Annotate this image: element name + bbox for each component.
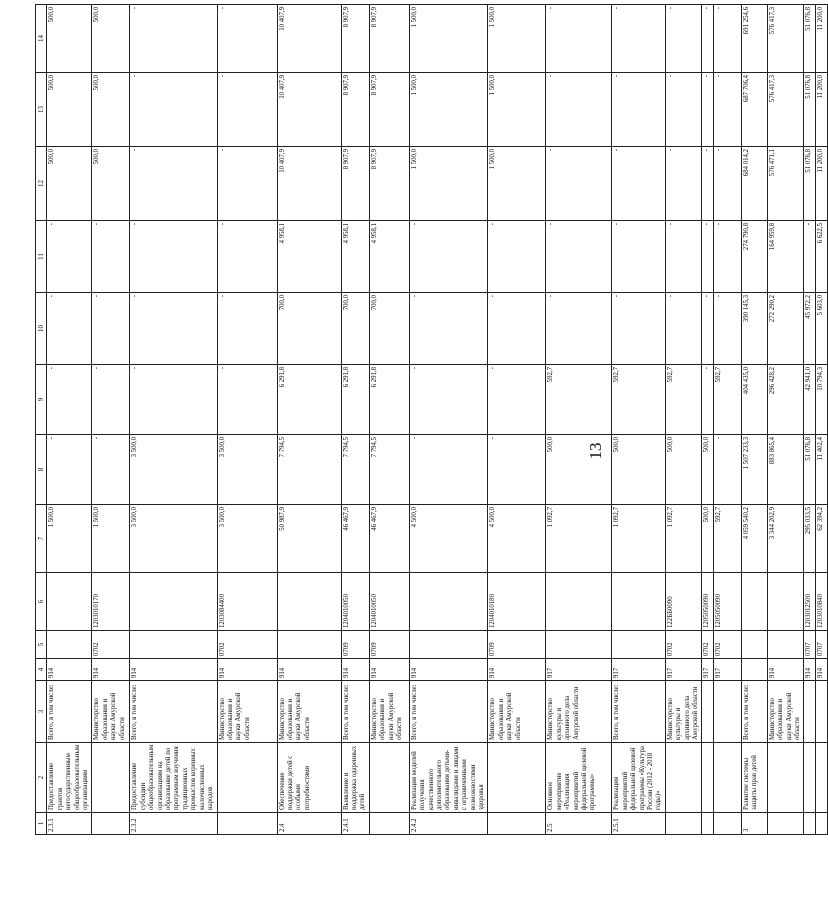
- cell-total-amount: 3 500,0: [130, 505, 217, 573]
- cell-year-2020: -: [612, 5, 665, 73]
- cell-item-number: 2.3.2: [130, 813, 217, 835]
- rotated-table-page: [35, 7, 824, 835]
- table-row: [47, 5, 92, 835]
- cell-year-2015: 592,7: [612, 365, 665, 435]
- cell-year-2018: -: [702, 147, 713, 221]
- table-row: [130, 5, 217, 835]
- cell-executor: Министерство образования и науки Амурской области: [92, 681, 130, 743]
- cell-year-2018: -: [612, 147, 665, 221]
- cell-item-number: [665, 813, 702, 835]
- cell-section-code: [130, 631, 217, 659]
- table-row: [804, 5, 815, 835]
- cell-year-2016: -: [92, 293, 130, 365]
- cell-year-2018: 1 500,0: [488, 147, 546, 221]
- cell-year-2018: 10 407,9: [277, 147, 341, 221]
- cell-year-2014: 500,0: [546, 435, 612, 505]
- cell-executor: Всего, в том числе:: [409, 681, 488, 743]
- cell-total-amount: 3 500,0: [217, 505, 277, 573]
- table-row: [341, 5, 369, 835]
- cell-grbs-code: 917: [612, 659, 665, 681]
- cell-year-2020: 1 500,0: [409, 5, 488, 73]
- cell-item-name: [217, 743, 277, 813]
- cell-total-amount: 62 394,2: [815, 505, 827, 573]
- cell-item-number: [702, 813, 713, 835]
- cell-item-name: Обеспечение поддержки детей с особыми потребностями: [277, 743, 341, 813]
- cell-year-2014: 500,0: [702, 435, 713, 505]
- cell-year-2015: 6 291,8: [369, 365, 409, 435]
- header-cell-executor: 3: [36, 681, 47, 743]
- cell-grbs-code: [741, 659, 767, 681]
- cell-year-2014: -: [92, 435, 130, 505]
- cell-target-article: [47, 573, 92, 631]
- cell-target-article: 1203012500: [804, 573, 815, 631]
- cell-year-2019: 11 200,0: [815, 73, 827, 147]
- cell-target-article: [741, 573, 767, 631]
- cell-year-2016: -: [488, 293, 546, 365]
- cell-year-2015: 404 435,0: [741, 365, 767, 435]
- cell-year-2016: -: [702, 293, 713, 365]
- cell-section-code: 0709: [341, 631, 369, 659]
- cell-total-amount: 1 092,7: [665, 505, 702, 573]
- cell-grbs-code: 914: [488, 659, 546, 681]
- cell-year-2014: 11 402,4: [815, 435, 827, 505]
- cell-item-name: [804, 743, 815, 813]
- cell-item-number: [713, 813, 741, 835]
- cell-grbs-code: 914: [767, 659, 804, 681]
- cell-grbs-code: 914: [47, 659, 92, 681]
- cell-year-2018: 8 907,9: [369, 147, 409, 221]
- cell-grbs-code: 914: [341, 659, 369, 681]
- cell-year-2020: -: [713, 5, 741, 73]
- cell-year-2016: -: [546, 293, 612, 365]
- cell-item-name: [665, 743, 702, 813]
- cell-grbs-code: 914: [130, 659, 217, 681]
- cell-year-2017: 4 958,1: [369, 221, 409, 293]
- cell-item-name: Реализация моделей получения качественного дополнительного образования детьми-инвалидами и лицами с ограниченными возможностями здоровья: [409, 743, 488, 813]
- cell-item-name: [369, 743, 409, 813]
- cell-year-2016: -: [665, 293, 702, 365]
- cell-target-article: 1203084400: [217, 573, 277, 631]
- header-cell-section-code: 5: [36, 631, 47, 659]
- cell-total-amount: 46 467,9: [341, 505, 369, 573]
- table-row: [815, 5, 827, 835]
- cell-year-2019: -: [702, 73, 713, 147]
- cell-year-2020: 11 200,0: [815, 5, 827, 73]
- cell-grbs-code: 914: [277, 659, 341, 681]
- cell-year-2018: -: [130, 147, 217, 221]
- cell-target-article: 1203010170: [92, 573, 130, 631]
- cell-year-2015: -: [92, 365, 130, 435]
- cell-grbs-code: 914: [815, 659, 827, 681]
- header-cell-year-2017: 11: [36, 221, 47, 293]
- cell-year-2015: 6 291,8: [277, 365, 341, 435]
- cell-grbs-code: 914: [92, 659, 130, 681]
- cell-item-name: [713, 743, 741, 813]
- header-cell-item-number: 1: [36, 813, 47, 835]
- cell-item-number: [488, 813, 546, 835]
- cell-year-2015: -: [702, 365, 713, 435]
- cell-item-number: [767, 813, 804, 835]
- cell-year-2016: 390 145,3: [741, 293, 767, 365]
- cell-year-2016: 45 972,2: [804, 293, 815, 365]
- cell-year-2016: -: [130, 293, 217, 365]
- cell-executor: Министерство образования и науки Амурской области: [488, 681, 546, 743]
- cell-year-2015: 592,7: [713, 365, 741, 435]
- cell-target-article: [546, 573, 612, 631]
- cell-year-2015: 592,7: [665, 365, 702, 435]
- cell-target-article: [767, 573, 804, 631]
- cell-item-name: [92, 743, 130, 813]
- cell-year-2014: 500,0: [612, 435, 665, 505]
- cell-year-2015: 10 794,3: [815, 365, 827, 435]
- cell-year-2017: -: [409, 221, 488, 293]
- cell-year-2019: 8 907,9: [369, 73, 409, 147]
- cell-year-2020: 691 254,6: [741, 5, 767, 73]
- cell-target-article: 1204010180: [488, 573, 546, 631]
- cell-item-name: [815, 743, 827, 813]
- cell-section-code: 0702: [702, 631, 713, 659]
- cell-year-2017: -: [702, 221, 713, 293]
- cell-year-2020: -: [546, 5, 612, 73]
- page-number: 13: [586, 442, 605, 460]
- cell-year-2020: -: [217, 5, 277, 73]
- cell-total-amount: 592,7: [713, 505, 741, 573]
- cell-item-number: 2.5: [546, 813, 612, 835]
- cell-grbs-code: 914: [369, 659, 409, 681]
- header-cell-grbs-code: 4: [36, 659, 47, 681]
- cell-year-2018: 8 907,9: [341, 147, 369, 221]
- cell-year-2014: 7 794,5: [341, 435, 369, 505]
- header-cell-total-amount: 7: [36, 505, 47, 573]
- cell-year-2014: 51 076,8: [804, 435, 815, 505]
- cell-target-article: 1204010050: [341, 573, 369, 631]
- budget-table: [35, 4, 828, 835]
- cell-item-name: Предоставление субсидии общеобразовательным организациям на образование детей по программам изучения традиционных промыслов коренных малочисленных народов: [130, 743, 217, 813]
- cell-item-name: Основное мероприятие «Реализация мероприятий федеральной целевой программы»: [546, 743, 612, 813]
- cell-total-amount: 4 500,0: [488, 505, 546, 573]
- cell-year-2014: -: [713, 435, 741, 505]
- cell-year-2015: -: [217, 365, 277, 435]
- cell-section-code: [767, 631, 804, 659]
- cell-item-name: [488, 743, 546, 813]
- cell-section-code: 0702: [217, 631, 277, 659]
- cell-year-2014: 500,0: [665, 435, 702, 505]
- cell-year-2019: 1 500,0: [488, 73, 546, 147]
- cell-year-2015: 42 941,0: [804, 365, 815, 435]
- cell-year-2018: 684 014,2: [741, 147, 767, 221]
- cell-item-number: 3: [741, 813, 767, 835]
- table-row: [217, 5, 277, 835]
- cell-item-name: Предоставление грантов негосударственным общеобразовательным организациям: [47, 743, 92, 813]
- cell-total-amount: 295 033,5: [804, 505, 815, 573]
- table-row: [92, 5, 130, 835]
- cell-year-2020: 51 076,8: [804, 5, 815, 73]
- cell-year-2016: -: [713, 293, 741, 365]
- cell-item-number: 2.4.1: [341, 813, 369, 835]
- header-cell-year-2019: 13: [36, 73, 47, 147]
- cell-item-number: [217, 813, 277, 835]
- cell-year-2018: 500,0: [92, 147, 130, 221]
- cell-total-amount: 500,0: [702, 505, 713, 573]
- cell-year-2019: -: [612, 73, 665, 147]
- cell-year-2019: -: [546, 73, 612, 147]
- cell-year-2016: -: [409, 293, 488, 365]
- cell-year-2020: 10 407,9: [277, 5, 341, 73]
- cell-target-article: [277, 573, 341, 631]
- cell-year-2015: -: [47, 365, 92, 435]
- cell-year-2017: -: [92, 221, 130, 293]
- cell-section-code: 0707: [815, 631, 827, 659]
- cell-year-2014: 7 794,5: [369, 435, 409, 505]
- cell-section-code: [47, 631, 92, 659]
- cell-year-2017: 4 958,1: [277, 221, 341, 293]
- cell-year-2020: -: [130, 5, 217, 73]
- cell-target-article: 122ББ0090: [665, 573, 702, 631]
- table-header-row: [36, 5, 47, 835]
- table-row: [665, 5, 702, 835]
- table-row: [369, 5, 409, 835]
- cell-year-2019: 51 076,8: [804, 73, 815, 147]
- table-row: [409, 5, 488, 835]
- cell-section-code: [741, 631, 767, 659]
- cell-year-2019: -: [713, 73, 741, 147]
- cell-year-2018: 51 076,8: [804, 147, 815, 221]
- cell-year-2014: -: [409, 435, 488, 505]
- cell-year-2018: 576 471,1: [767, 147, 804, 221]
- cell-year-2016: -: [47, 293, 92, 365]
- cell-section-code: 0702: [713, 631, 741, 659]
- header-cell-year-2020: 14: [36, 5, 47, 73]
- table-row: [612, 5, 665, 835]
- cell-year-2017: -: [488, 221, 546, 293]
- cell-section-code: 0702: [92, 631, 130, 659]
- cell-year-2017: -: [612, 221, 665, 293]
- cell-item-number: 2.4: [277, 813, 341, 835]
- cell-target-article: [130, 573, 217, 631]
- cell-item-name: [767, 743, 804, 813]
- cell-year-2017: -: [804, 221, 815, 293]
- cell-year-2020: 500,0: [47, 5, 92, 73]
- cell-total-amount: 46 467,9: [369, 505, 409, 573]
- table-row: [277, 5, 341, 835]
- cell-year-2017: -: [546, 221, 612, 293]
- cell-total-amount: 4 059 540,2: [741, 505, 767, 573]
- cell-year-2015: 296 428,2: [767, 365, 804, 435]
- cell-year-2019: 1 500,0: [409, 73, 488, 147]
- cell-year-2014: 1 507 233,3: [741, 435, 767, 505]
- header-cell-item-name: 2: [36, 743, 47, 813]
- cell-year-2016: -: [612, 293, 665, 365]
- cell-year-2014: 883 865,4: [767, 435, 804, 505]
- cell-year-2017: -: [713, 221, 741, 293]
- cell-year-2019: -: [665, 73, 702, 147]
- cell-year-2018: -: [217, 147, 277, 221]
- cell-executor: Всего, в том числе:: [130, 681, 217, 743]
- cell-year-2017: -: [217, 221, 277, 293]
- cell-grbs-code: 914: [804, 659, 815, 681]
- cell-year-2019: 500,0: [47, 73, 92, 147]
- cell-year-2016: 272 290,2: [767, 293, 804, 365]
- cell-year-2020: 500,0: [92, 5, 130, 73]
- cell-grbs-code: 917: [665, 659, 702, 681]
- cell-year-2017: -: [665, 221, 702, 293]
- cell-year-2018: -: [546, 147, 612, 221]
- cell-section-code: [546, 631, 612, 659]
- table-row: [767, 5, 804, 835]
- cell-item-name: Реализация мероприятий федеральной целевой программы «Культура России (2012 - 2018 годы)»: [612, 743, 665, 813]
- cell-executor: Министерство культуры и архивного дела Амурской области: [546, 681, 612, 743]
- cell-grbs-code: 914: [217, 659, 277, 681]
- cell-year-2019: -: [130, 73, 217, 147]
- cell-target-article: [409, 573, 488, 631]
- cell-executor: [815, 681, 827, 743]
- cell-executor: Министерство образования и науки Амурской области: [767, 681, 804, 743]
- cell-year-2017: 274 790,8: [741, 221, 767, 293]
- cell-year-2016: 700,0: [341, 293, 369, 365]
- header-cell-year-2016: 10: [36, 293, 47, 365]
- cell-year-2015: -: [409, 365, 488, 435]
- cell-year-2014: 3 500,0: [217, 435, 277, 505]
- cell-target-article: 1205050090: [702, 573, 713, 631]
- cell-total-amount: 1 092,7: [612, 505, 665, 573]
- cell-executor: Всего, в том числе:: [741, 681, 767, 743]
- cell-year-2018: 500,0: [47, 147, 92, 221]
- cell-year-2014: -: [47, 435, 92, 505]
- cell-target-article: 1205050090: [713, 573, 741, 631]
- cell-section-code: 0702: [665, 631, 702, 659]
- cell-year-2019: 8 907,9: [341, 73, 369, 147]
- cell-year-2015: -: [130, 365, 217, 435]
- cell-executor: [713, 681, 741, 743]
- cell-year-2020: 8 907,9: [341, 5, 369, 73]
- cell-section-code: 0707: [804, 631, 815, 659]
- cell-item-name: [702, 743, 713, 813]
- cell-year-2016: 700,0: [277, 293, 341, 365]
- cell-grbs-code: 917: [546, 659, 612, 681]
- cell-target-article: 1204010050: [369, 573, 409, 631]
- cell-year-2017: -: [47, 221, 92, 293]
- cell-total-amount: 50 987,9: [277, 505, 341, 573]
- cell-section-code: [612, 631, 665, 659]
- cell-grbs-code: 917: [713, 659, 741, 681]
- header-cell-year-2015: 9: [36, 365, 47, 435]
- cell-item-number: 2.5.1: [612, 813, 665, 835]
- cell-item-number: [369, 813, 409, 835]
- cell-total-amount: 1 500,0: [47, 505, 92, 573]
- cell-year-2018: -: [665, 147, 702, 221]
- cell-year-2015: 6 291,8: [341, 365, 369, 435]
- cell-grbs-code: 914: [409, 659, 488, 681]
- cell-executor: Министерство образования и науки Амурской области: [369, 681, 409, 743]
- cell-executor: Министерство культуры и архивного дела Амурской области: [665, 681, 702, 743]
- cell-year-2020: 8 907,9: [369, 5, 409, 73]
- cell-year-2020: 1 500,0: [488, 5, 546, 73]
- cell-total-amount: 3 344 202,9: [767, 505, 804, 573]
- table-row: [546, 5, 612, 835]
- cell-executor: Всего, в том числе:: [341, 681, 369, 743]
- cell-executor: [702, 681, 713, 743]
- cell-year-2019: 10 407,9: [277, 73, 341, 147]
- cell-year-2017: 4 958,1: [341, 221, 369, 293]
- cell-target-article: [612, 573, 665, 631]
- cell-year-2020: -: [665, 5, 702, 73]
- cell-total-amount: 1 092,7: [546, 505, 612, 573]
- cell-item-number: 2.3.1: [47, 813, 92, 835]
- header-cell-year-2014: 8: [36, 435, 47, 505]
- table-row: [713, 5, 741, 835]
- cell-year-2016: 5 603,0: [815, 293, 827, 365]
- cell-year-2014: -: [488, 435, 546, 505]
- cell-executor: Министерство образования и науки Амурской области: [217, 681, 277, 743]
- cell-grbs-code: 917: [702, 659, 713, 681]
- table-row: [702, 5, 713, 835]
- cell-year-2018: 11 200,0: [815, 147, 827, 221]
- cell-year-2020: -: [702, 5, 713, 73]
- cell-year-2017: 164 959,8: [767, 221, 804, 293]
- cell-year-2018: 1 500,0: [409, 147, 488, 221]
- cell-section-code: [409, 631, 488, 659]
- cell-year-2015: -: [488, 365, 546, 435]
- cell-year-2016: -: [217, 293, 277, 365]
- cell-year-2015: 592,7: [546, 365, 612, 435]
- header-cell-year-2018: 12: [36, 147, 47, 221]
- cell-item-name: Выявление и поддержка одаренных детей: [341, 743, 369, 813]
- cell-year-2014: 3 500,0: [130, 435, 217, 505]
- cell-year-2018: -: [713, 147, 741, 221]
- cell-item-number: [804, 813, 815, 835]
- cell-total-amount: 4 500,0: [409, 505, 488, 573]
- cell-total-amount: 1 500,0: [92, 505, 130, 573]
- cell-year-2019: 500,0: [92, 73, 130, 147]
- cell-item-number: 2.4.2: [409, 813, 488, 835]
- cell-executor: [804, 681, 815, 743]
- cell-year-2014: 7 794,5: [277, 435, 341, 505]
- cell-executor: Министерство образования и науки Амурской области: [277, 681, 341, 743]
- cell-year-2017: 6 622,5: [815, 221, 827, 293]
- cell-item-number: [92, 813, 130, 835]
- header-cell-target-article: 6: [36, 573, 47, 631]
- cell-item-number: [815, 813, 827, 835]
- cell-target-article: 1203010840: [815, 573, 827, 631]
- cell-year-2020: 576 417,3: [767, 5, 804, 73]
- cell-year-2019: -: [217, 73, 277, 147]
- cell-year-2019: 687 706,4: [741, 73, 767, 147]
- cell-executor: Всего, в том числе:: [47, 681, 92, 743]
- cell-executor: Всего, в том числе:: [612, 681, 665, 743]
- table-row: [488, 5, 546, 835]
- table-row: [741, 5, 767, 835]
- cell-item-name: Развитие системы защиты прав детей: [741, 743, 767, 813]
- cell-year-2016: 700,0: [369, 293, 409, 365]
- cell-year-2017: -: [130, 221, 217, 293]
- cell-section-code: [277, 631, 341, 659]
- cell-section-code: 0709: [369, 631, 409, 659]
- cell-section-code: 0709: [488, 631, 546, 659]
- cell-year-2019: 576 417,3: [767, 73, 804, 147]
